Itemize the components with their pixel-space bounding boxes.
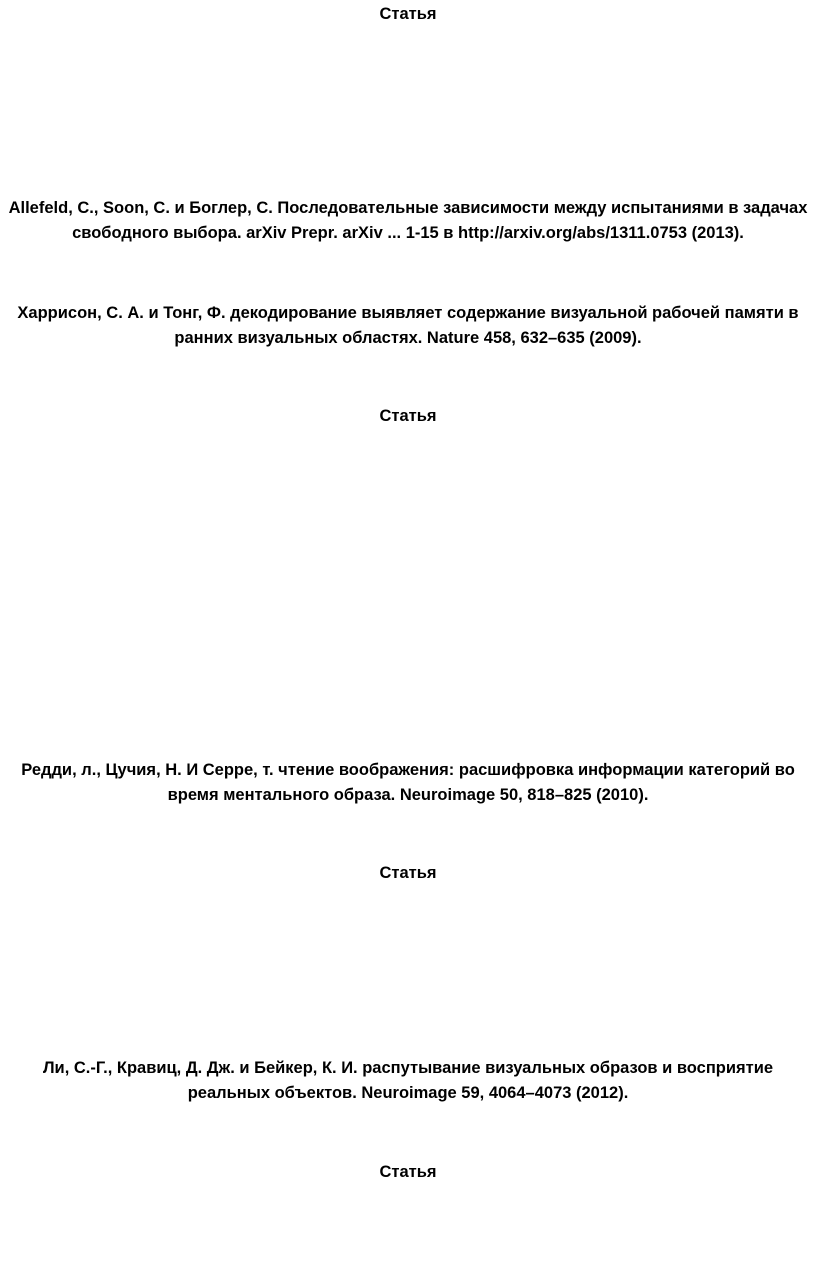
reference-text-line: Харрисон, С. А. и Тонг, Ф. декодирование выявляет содержание визуальной рабочей памяти в bbox=[17, 304, 799, 322]
reference-entry bbox=[0, 196, 816, 246]
article-link-label[interactable]: Статья bbox=[379, 407, 437, 425]
reference-text-line: время ментального образа. Neuroimage 50, 818–825 (2010). bbox=[167, 786, 649, 804]
reference-entry bbox=[0, 1056, 816, 1106]
article-link[interactable] bbox=[0, 1160, 816, 1185]
reference-entry bbox=[0, 301, 816, 351]
article-link[interactable] bbox=[0, 861, 816, 886]
article-link[interactable] bbox=[0, 404, 816, 429]
article-link-label[interactable]: Статья bbox=[379, 5, 437, 23]
reference-text-line: ранних визуальных областях. Nature 458, 632–635 (2009). bbox=[174, 329, 642, 347]
reference-text-line: Ли, С.-Г., Кравиц, Д. Дж. и Бейкер, К. И. распутывание визуальных образов и восприятие bbox=[42, 1059, 774, 1077]
article-link-label[interactable]: Статья bbox=[379, 864, 437, 882]
article-link[interactable] bbox=[0, 2, 816, 27]
article-link-label[interactable]: Статья bbox=[379, 1163, 437, 1181]
reference-text-line: реальных объектов. Neuroimage 59, 4064–4073 (2012). bbox=[187, 1084, 629, 1102]
reference-text-line: Allefeld, C., Soon, C. и Боглер, C. Последовательные зависимости между испытаниями в задачах bbox=[8, 199, 808, 217]
reference-text-line: свободного выбора. arXiv Prepr. arXiv ... 1-15 в http://arxiv.org/abs/1311.0753 (2013). bbox=[72, 224, 744, 242]
reference-text-line: Редди, л., Цучия, Н. И Серре, т. чтение воображения: расшифровка информации категорий во bbox=[21, 761, 795, 779]
reference-entry bbox=[0, 758, 816, 808]
